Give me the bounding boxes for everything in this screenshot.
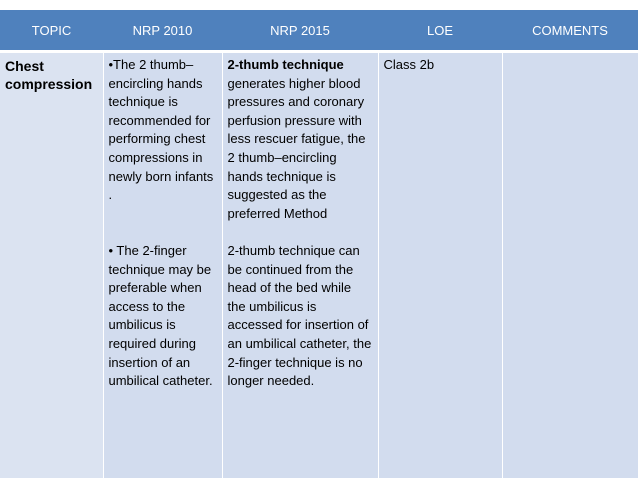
nrp-2010-point-1: •The 2 thumb– encircling hands technique is recommended for performing chest compressions in newly born infants . [108,57,214,203]
nrp-2010-point-2: • The 2-finger technique may be preferable when access to the umbilicus is required during insertion of an umbilical catheter. [108,242,213,389]
header-row [0,10,638,52]
paragraph-gap [109,223,217,242]
header-nrp-2010: NRP 2010 [103,10,222,52]
nrp-2015-paragraph-2: 2-thumb technique can be continued from the head of the bed while the umbilicus is accessed for insertion of an umbilical catheter, the 2-finger technique is no longer needed. [227,242,372,389]
cell-nrp-2015 [222,52,378,479]
cell-comments [502,52,638,479]
paragraph-gap [228,223,373,242]
cell-topic: Chest compression [0,52,103,479]
cell-loe: Class 2b [378,52,502,479]
header-comments: COMMENTS [502,10,638,52]
nrp-2015-paragraph-1: generates higher blood pressures and coronary perfusion pressure with less rescuer fatigue, the 2 thumb–encircling hands technique is suggested as the preferred Method [227,75,366,221]
comparison-table [0,10,638,478]
paragraph-gap [109,205,217,224]
table-row [0,52,638,479]
nrp-2015-heading: 2-thumb technique [227,57,344,72]
header-topic: TOPIC [0,10,103,52]
header-nrp-2015: NRP 2015 [222,10,378,52]
header-loe: LOE [378,10,502,52]
cell-nrp-2010 [103,52,222,479]
